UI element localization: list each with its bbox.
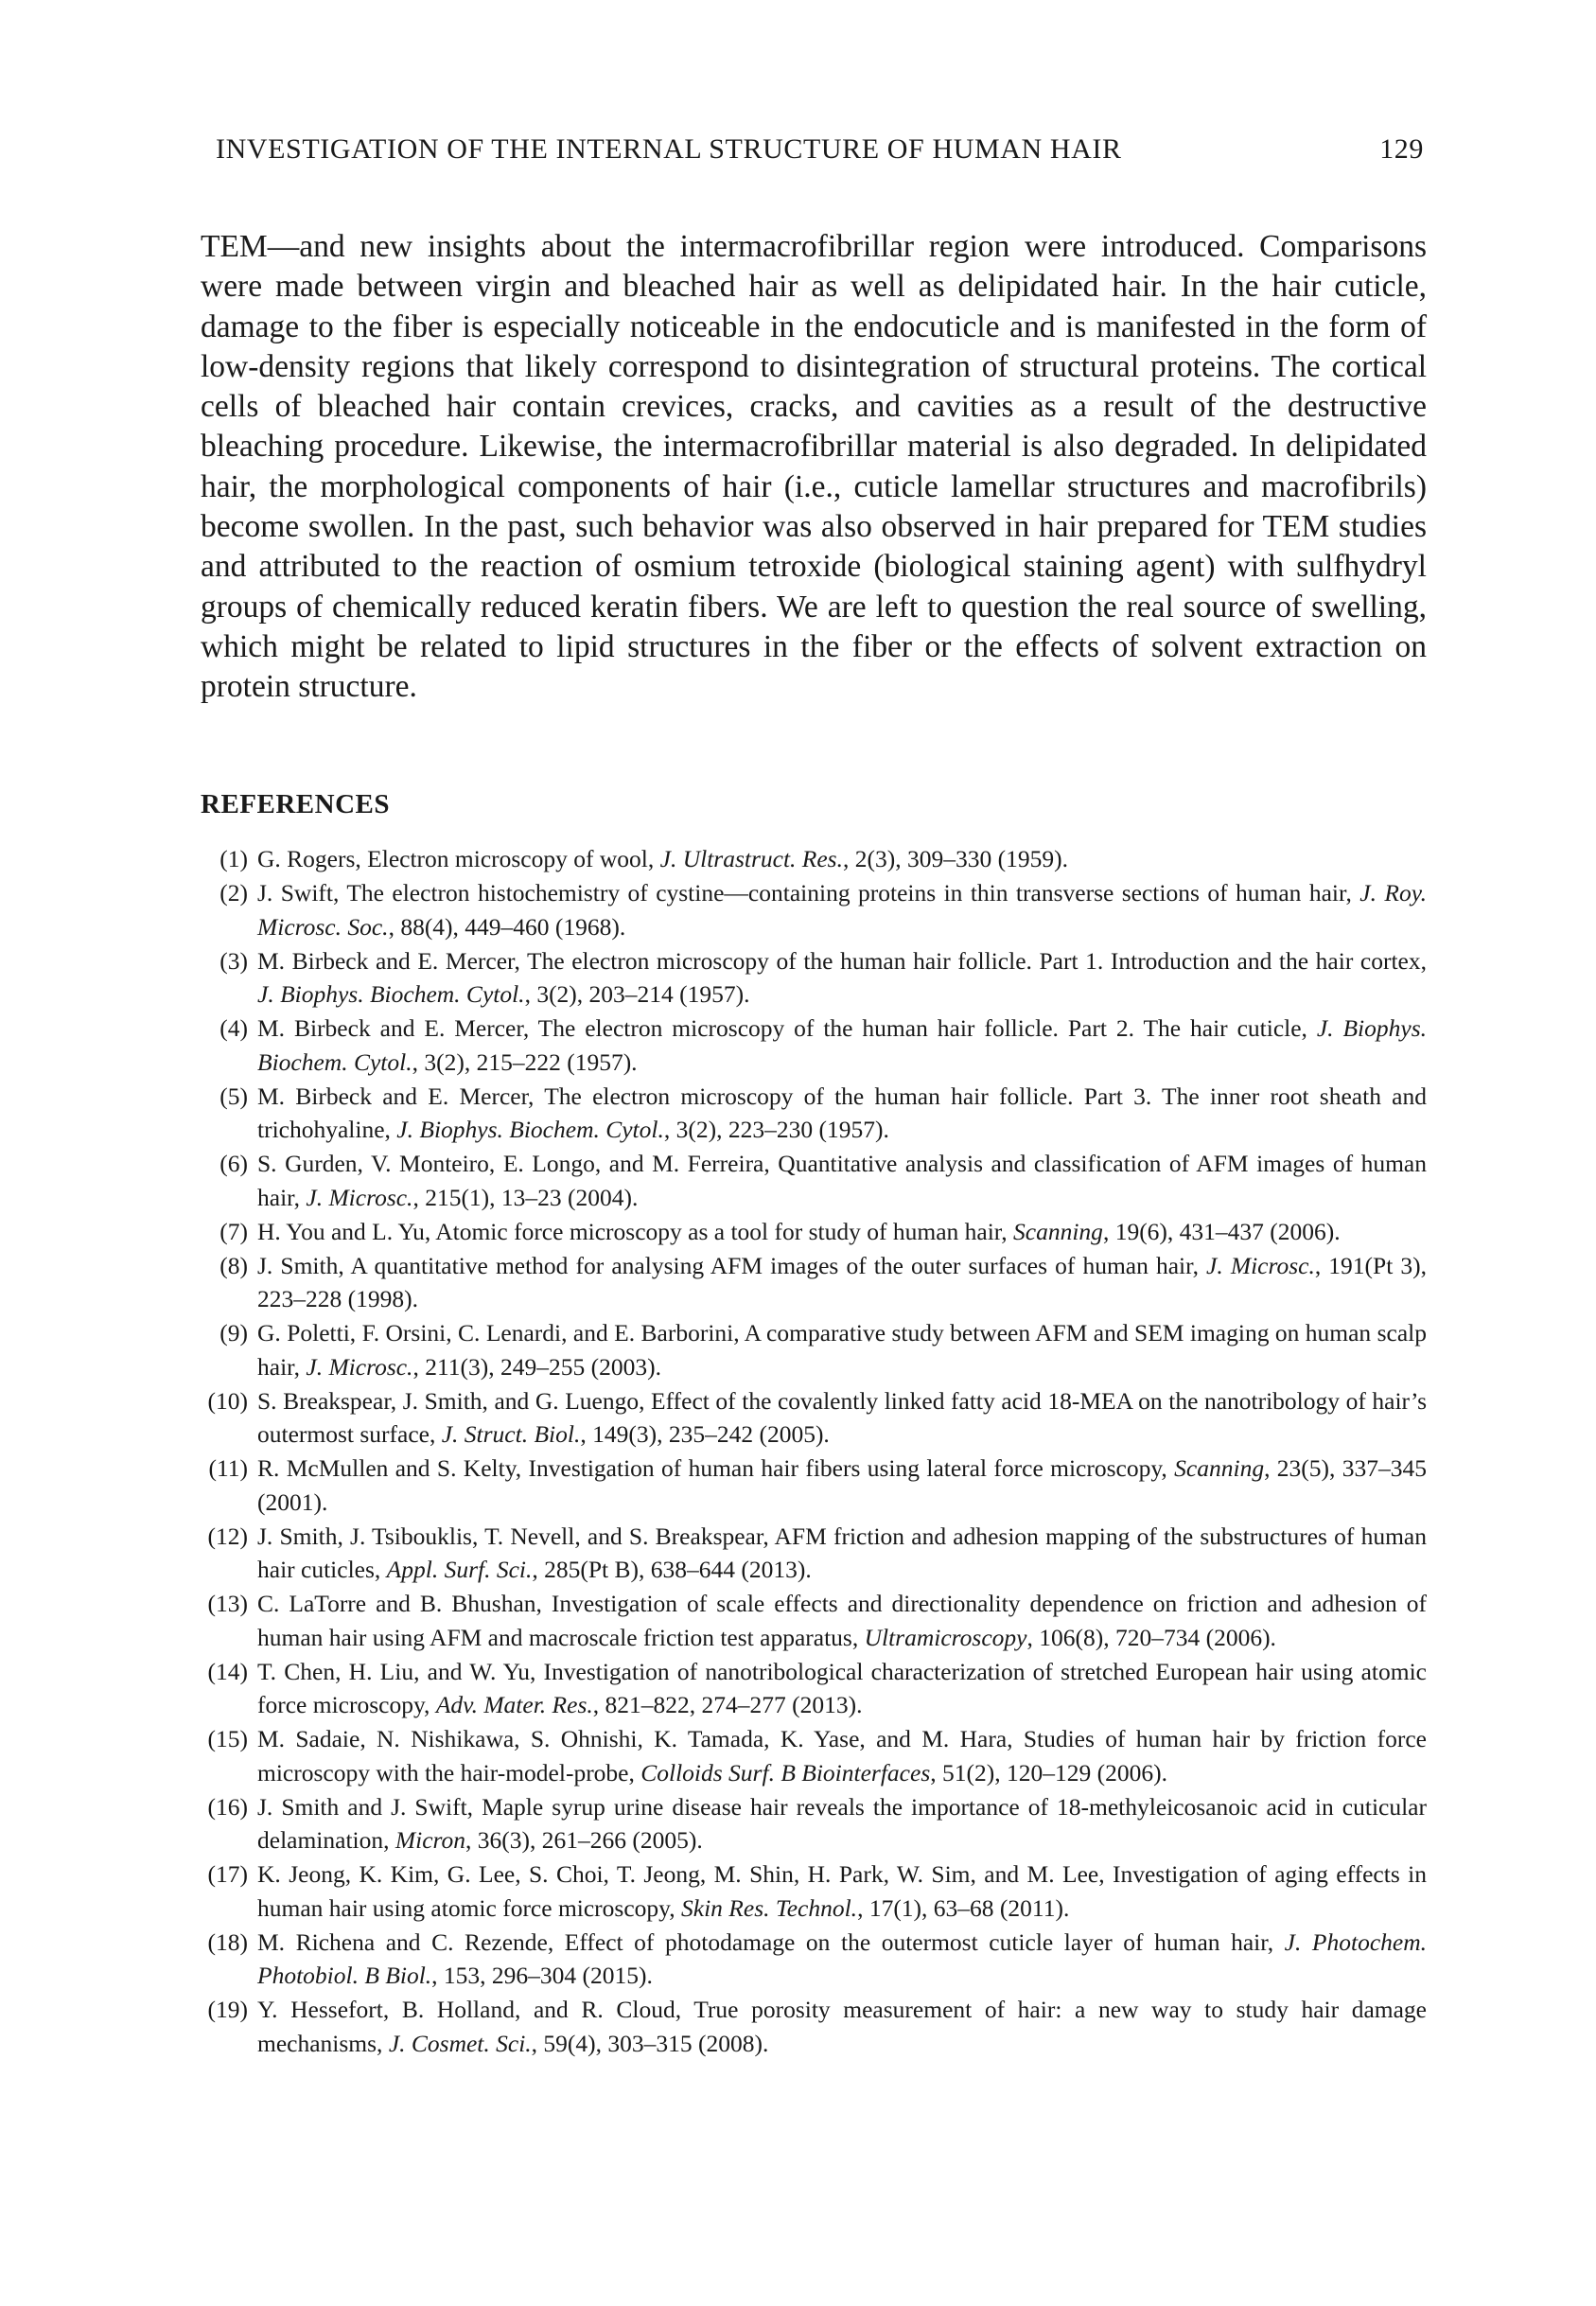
reference-citation: S. Gurden, V. Monteiro, E. Longo, and M. Ferreira, Quantitative analysis and classification of AFM images of human hair, — [257, 1150, 1427, 1211]
reference-journal: J. Photochem. Photobiol. B Biol. — [257, 1928, 1428, 1989]
reference-volume-pages: , 3(2), 203–214 (1957). — [524, 980, 750, 1008]
reference-citation: H. You and L. Yu, Atomic force microscopy as a tool for study of human hair, — [257, 1217, 1014, 1245]
reference-item — [201, 1249, 1427, 1316]
reference-number: (19) — [207, 1996, 248, 2023]
reference-text — [257, 1520, 1427, 1587]
reference-journal: J. Microsc. — [1206, 1251, 1315, 1279]
reference-item — [201, 1147, 1427, 1214]
reference-text — [257, 1147, 1427, 1214]
reference-text — [257, 1384, 1427, 1452]
reference-text — [257, 1722, 1427, 1789]
reference-volume-pages: , 36(3), 261–266 (2005). — [465, 1826, 703, 1854]
reference-volume-pages: , 2(3), 309–330 (1959). — [842, 845, 1068, 872]
references-heading: REFERENCES — [201, 789, 390, 819]
reference-number: (14) — [207, 1657, 248, 1685]
reference-item — [201, 1012, 1427, 1079]
reference-text — [257, 876, 1427, 943]
reference-text — [257, 944, 1427, 1012]
reference-number: (18) — [207, 1928, 248, 1956]
reference-number: (11) — [208, 1454, 248, 1482]
reference-text — [257, 1587, 1427, 1654]
reference-text — [257, 1655, 1427, 1722]
reference-citation: R. McMullen and S. Kelty, Investigation of human hair fibers using lateral force microscopy, — [257, 1454, 1175, 1482]
reference-number: (1) — [219, 845, 248, 872]
reference-item — [201, 1993, 1427, 2060]
reference-volume-pages: , 59(4), 303–315 (2008). — [531, 2029, 769, 2057]
reference-volume-pages: , 106(8), 720–734 (2006). — [1026, 1623, 1276, 1651]
reference-text — [257, 1926, 1427, 1993]
reference-volume-pages: , 3(2), 223–230 (1957). — [663, 1116, 889, 1143]
reference-item — [201, 1655, 1427, 1722]
reference-citation: M. Sadaie, N. Nishikawa, S. Ohnishi, K. Tamada, K. Yase, and M. Hara, Studies of human hair by friction force microscopy with the hair-model-probe, — [257, 1725, 1427, 1787]
reference-citation: M. Richena and C. Rezende, Effect of photodamage on the outermost cuticle layer of human hair, — [257, 1928, 1285, 1956]
reference-item — [201, 1722, 1427, 1789]
reference-citation: T. Chen, H. Liu, and W. Yu, Investigation of nanotribological characterization of stretched European hair using atomic force microscopy, — [257, 1657, 1427, 1718]
running-title: INVESTIGATION OF THE INTERNAL STRUCTURE OF HUMAN HAIR — [216, 133, 1122, 165]
reference-item — [201, 1587, 1427, 1654]
reference-number: (9) — [219, 1319, 248, 1347]
reference-text — [257, 1790, 1427, 1857]
reference-volume-pages: , 153, 296–304 (2015). — [431, 1962, 653, 1989]
reference-citation: M. Birbeck and E. Mercer, The electron microscopy of the human hair follicle. Part 1. Introduction and the hair cortex, — [257, 946, 1427, 975]
reference-journal: J. Cosmet. Sci. — [388, 2029, 532, 2057]
references-list — [201, 842, 1427, 2061]
reference-item — [201, 1316, 1427, 1383]
reference-volume-pages: , 149(3), 235–242 (2005). — [580, 1420, 830, 1448]
reference-journal: Skin Res. Technol. — [681, 1893, 858, 1922]
reference-journal: Appl. Surf. Sci. — [386, 1556, 533, 1583]
reference-item — [201, 1790, 1427, 1857]
reference-text — [257, 1993, 1427, 2060]
reference-volume-pages: , 23(5), 337–345 (2001). — [257, 1454, 1428, 1516]
reference-number: (5) — [219, 1082, 248, 1110]
reference-text — [257, 1080, 1427, 1147]
reference-item — [201, 1857, 1427, 1925]
reference-journal: Scanning — [1013, 1217, 1103, 1245]
reference-journal: J. Biophys. Biochem. Cytol. — [257, 980, 525, 1008]
reference-text — [257, 1215, 1427, 1249]
reference-citation: J. Smith, A quantitative method for analysing AFM images of the outer surfaces of human hair, — [257, 1251, 1207, 1279]
reference-journal: Adv. Mater. Res. — [435, 1691, 593, 1718]
reference-journal: J. Biophys. Biochem. Cytol. — [396, 1116, 664, 1143]
reference-citation: M. Birbeck and E. Mercer, The electron microscopy of the human hair follicle. Part 3. The inner root sheath and trichohyaline, — [257, 1082, 1427, 1143]
reference-number: (15) — [207, 1725, 248, 1752]
reference-item — [201, 842, 1427, 876]
reference-citation: G. Poletti, F. Orsini, C. Lenardi, and E. Barborini, A comparative study between AFM and SEM imaging on human scalp hair, — [257, 1319, 1427, 1381]
reference-citation: J. Smith, J. Tsibouklis, T. Nevell, and S. Breakspear, AFM friction and adhesion mapping of the substructures of human hair cuticles, — [257, 1522, 1427, 1583]
reference-item — [201, 1215, 1427, 1249]
reference-journal: J. Microsc. — [306, 1352, 413, 1381]
reference-citation: C. LaTorre and B. Bhushan, Investigation of scale effects and directionality dependence on friction and adhesion of human hair using AFM and macroscale friction test apparatus, — [257, 1590, 1427, 1651]
reference-text — [257, 842, 1427, 876]
reference-citation: S. Breakspear, J. Smith, and G. Luengo, Effect of the covalently linked fatty acid 18-MEA on the nanotribology of hair’s outermost surface, — [257, 1386, 1427, 1448]
reference-number: (7) — [219, 1217, 248, 1245]
reference-volume-pages: , 285(Pt B), 638–644 (2013). — [532, 1556, 812, 1583]
reference-number: (10) — [207, 1386, 248, 1415]
reference-item — [201, 1384, 1427, 1452]
reference-volume-pages: , 3(2), 215–222 (1957). — [412, 1047, 638, 1076]
reference-citation: M. Birbeck and E. Mercer, The electron microscopy of the human hair follicle. Part 2. The hair cuticle, — [257, 1014, 1317, 1042]
reference-journal: J. Biophys. Biochem. Cytol. — [257, 1014, 1427, 1076]
reference-item — [201, 1452, 1427, 1519]
reference-number: (6) — [219, 1150, 248, 1177]
reference-text — [257, 1452, 1427, 1519]
reference-text — [257, 1316, 1427, 1383]
reference-journal: Scanning — [1174, 1454, 1265, 1482]
reference-journal: Ultramicroscopy — [864, 1623, 1027, 1651]
reference-number: (16) — [207, 1792, 248, 1821]
reference-volume-pages: , 821–822, 274–277 (2013). — [592, 1691, 863, 1718]
reference-journal: J. Microsc. — [306, 1183, 413, 1211]
reference-volume-pages: , 51(2), 120–129 (2006). — [930, 1758, 1167, 1787]
reference-text — [257, 1012, 1427, 1079]
reference-journal: J. Ultrastruct. Res. — [659, 845, 843, 872]
reference-journal: Colloids Surf. B Biointerfaces — [640, 1758, 931, 1787]
body-paragraph: TEM—and new insights about the intermacrofibrillar region were introduced. Comparisons were made between virgin and bleached hair as well as delipidated hair. In the hair cuticle, damage to the fiber is especially noticeable in the endocuticle and is manifested in the form of low-density regions that likely correspond to disintegration of structural proteins. The cortical cells of bleached hair contain crevices, cracks, and cavities as a result of the destructive bleaching procedure. Likewise, the intermacrofibrillar material is also degraded. In delipidated hair, the morphological components of hair (i.e., cuticle lamellar structures and macrofibrils) become swollen. In the past, such behavior was also observed in hair prepared for TEM studies and attributed to the reaction of osmium tetroxide (biological staining agent) with sulfhydryl groups of chemically reduced keratin fibers. We are left to question the real source of swelling, which might be related to lipid structures in the fiber or the effects of solvent extraction on protein structure. — [201, 229, 1427, 705]
reference-number: (3) — [219, 946, 248, 975]
reference-volume-pages: , 17(1), 63–68 (2011). — [857, 1893, 1070, 1922]
reference-journal: J. Struct. Biol. — [441, 1420, 581, 1448]
reference-item — [201, 876, 1427, 943]
reference-volume-pages: , 211(3), 249–255 (2003). — [412, 1352, 661, 1381]
reference-item — [201, 944, 1427, 1012]
reference-volume-pages: , 88(4), 449–460 (1968). — [388, 912, 626, 941]
reference-citation: K. Jeong, K. Kim, G. Lee, S. Choi, T. Jeong, M. Shin, H. Park, W. Sim, and M. Lee, Investigation of aging effects in human hair using atomic force microscopy, — [257, 1860, 1427, 1922]
reference-number: (8) — [219, 1251, 248, 1279]
reference-text — [257, 1249, 1427, 1316]
reference-citation: J. Smith and J. Swift, Maple syrup urine disease hair reveals the importance of 18-methyleicosanoic acid in cuticular delamination, — [257, 1792, 1427, 1854]
reference-volume-pages: , 215(1), 13–23 (2004). — [412, 1183, 639, 1211]
reference-item — [201, 1520, 1427, 1587]
reference-number: (17) — [207, 1860, 248, 1888]
reference-journal: Micron — [395, 1826, 466, 1854]
reference-journal: J. Roy. Microsc. Soc. — [257, 879, 1427, 941]
reference-text — [257, 1857, 1427, 1925]
reference-volume-pages: , 191(Pt 3), 223–228 (1998). — [257, 1251, 1428, 1312]
reference-number: (4) — [219, 1014, 248, 1042]
reference-number: (2) — [219, 879, 248, 907]
page-number: 129 — [1379, 133, 1424, 165]
reference-item — [201, 1926, 1427, 1993]
reference-number: (12) — [207, 1522, 248, 1550]
reference-citation: G. Rogers, Electron microscopy of wool, — [257, 845, 660, 872]
reference-citation: Y. Hessefort, B. Holland, and R. Cloud, True porosity measurement of hair: a new way to study hair damage mechanisms, — [257, 1996, 1427, 2057]
reference-citation: J. Swift, The electron histochemistry of cystine—containing proteins in thin transverse sections of human hair, — [257, 879, 1360, 907]
reference-volume-pages: , 19(6), 431–437 (2006). — [1102, 1217, 1341, 1245]
reference-number: (13) — [207, 1590, 248, 1617]
reference-item — [201, 1080, 1427, 1147]
running-head — [216, 131, 1424, 168]
